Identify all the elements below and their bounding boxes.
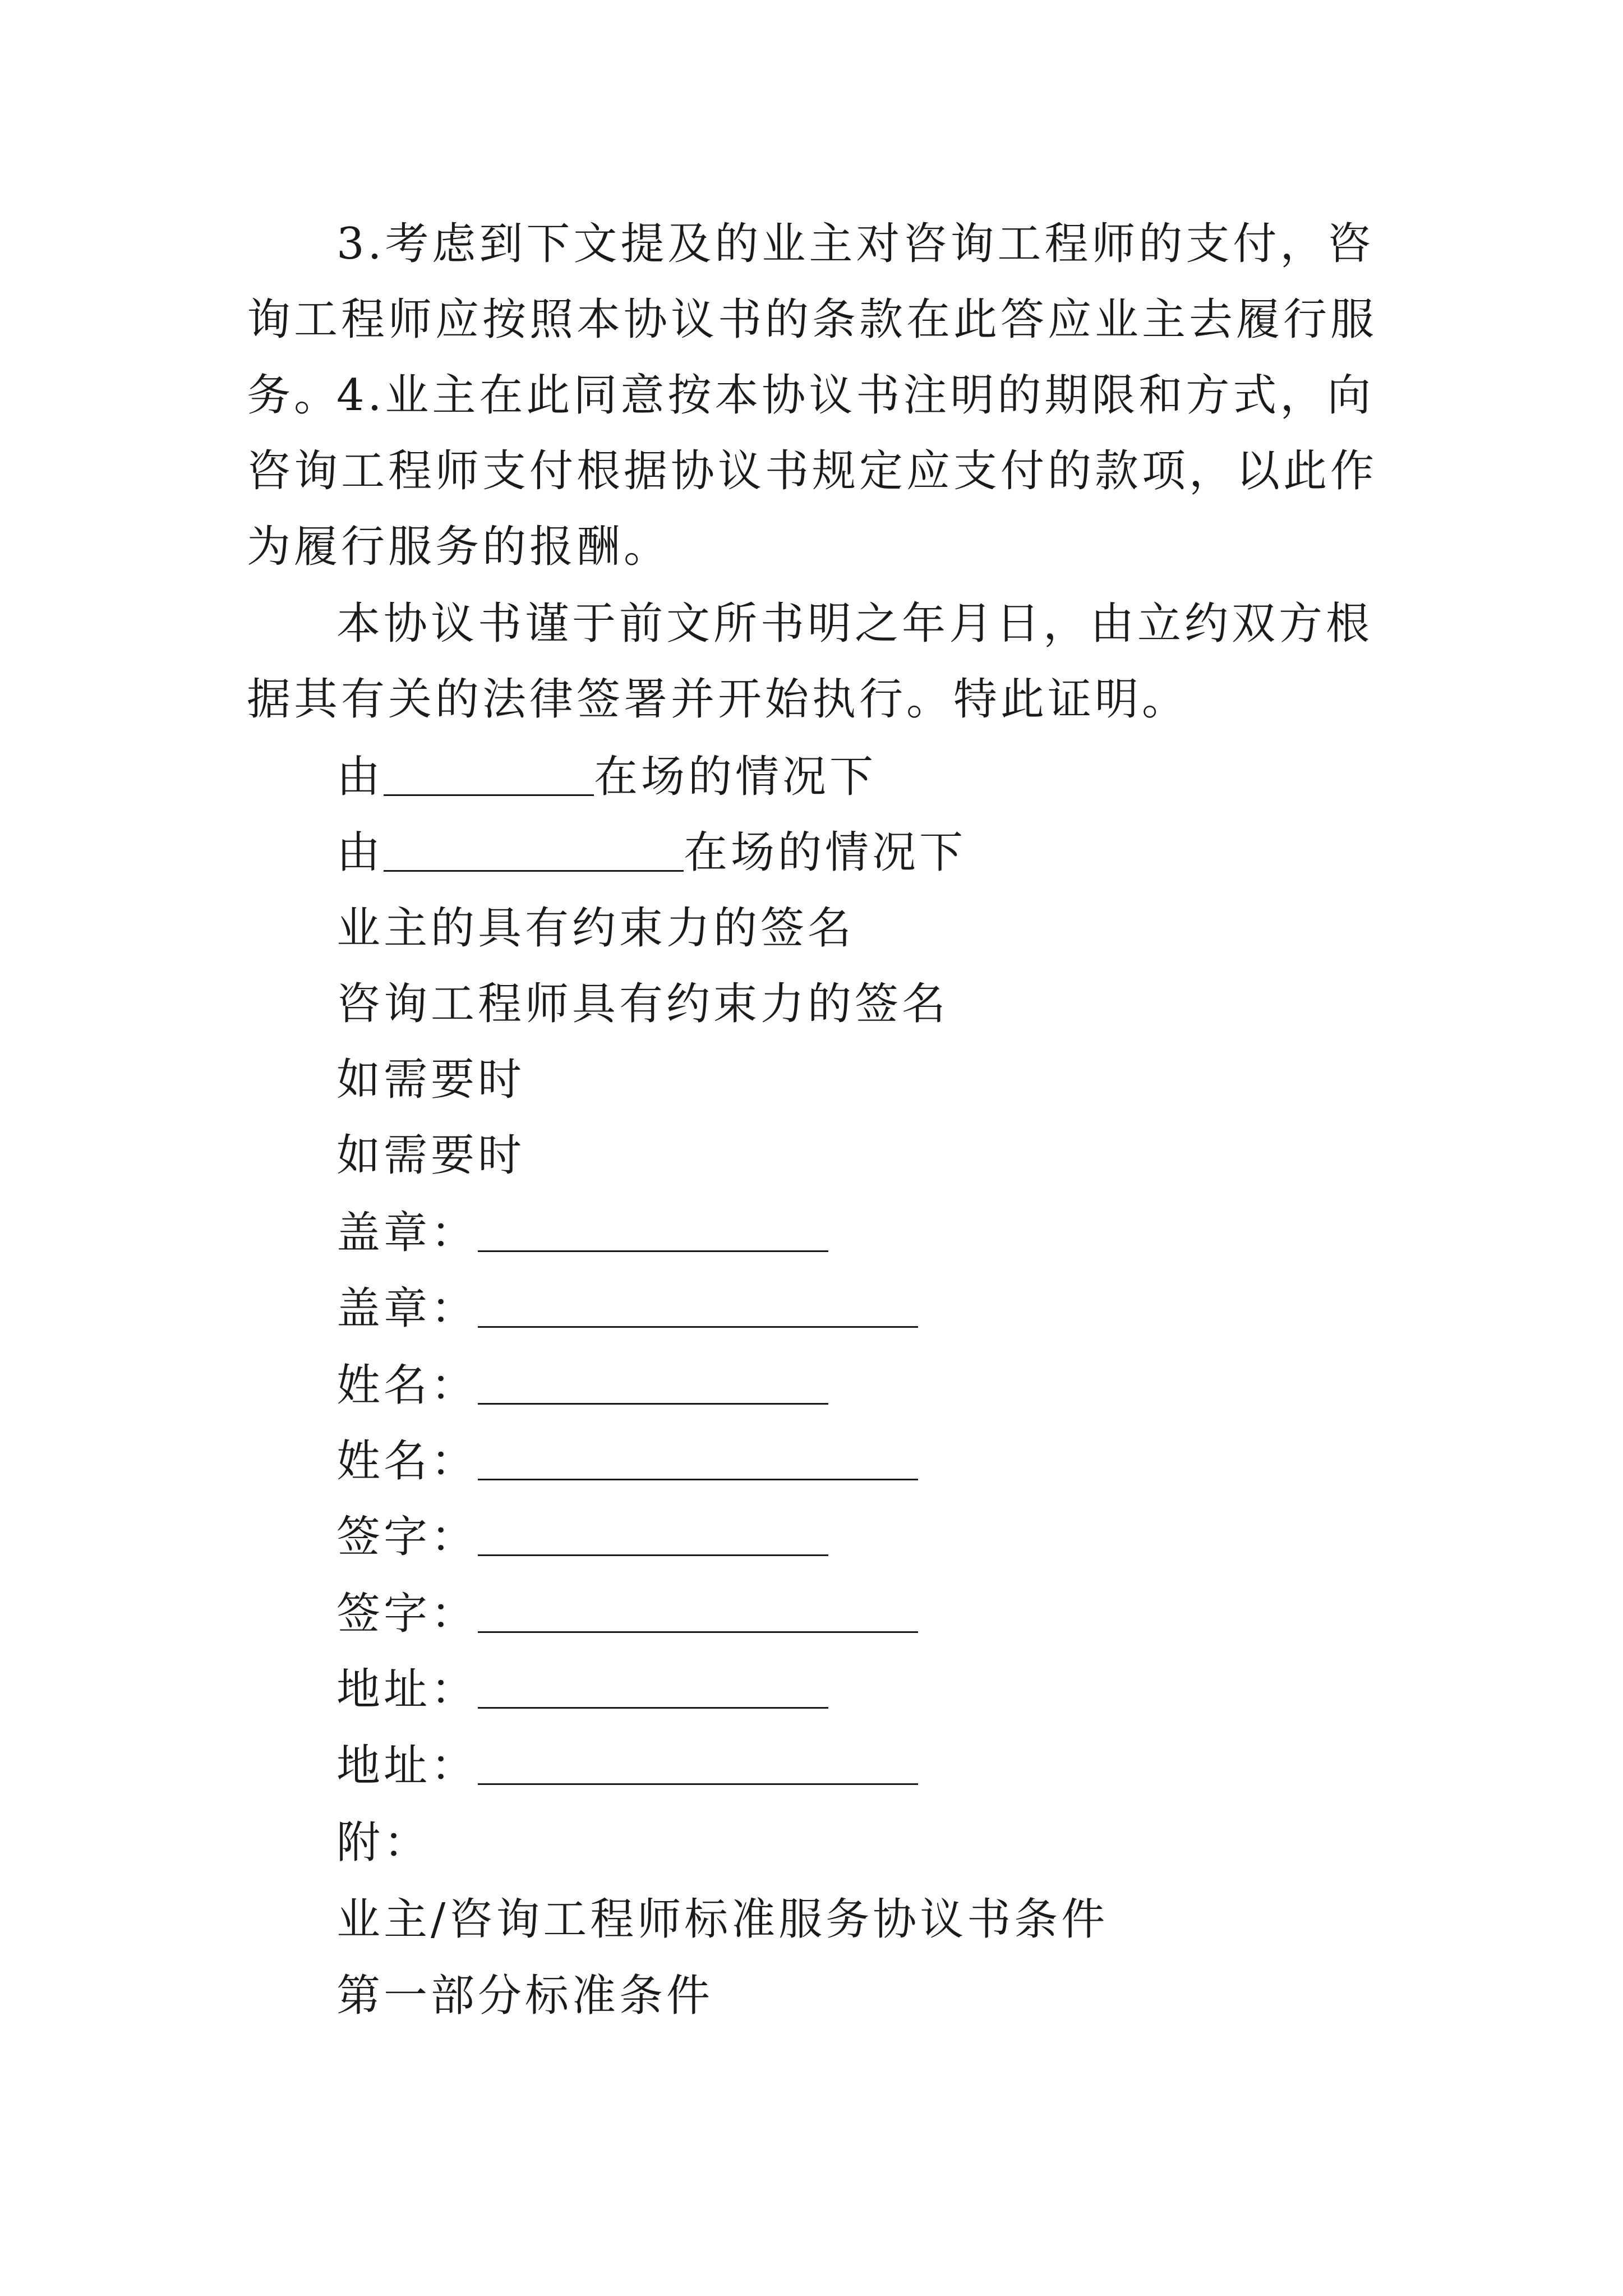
address-line-2 xyxy=(336,1738,918,1794)
seal-blank-1 xyxy=(478,1211,828,1252)
address-label: 地址： xyxy=(336,1664,478,1715)
name-line-1 xyxy=(336,1358,828,1414)
name-blank-2 xyxy=(478,1439,918,1480)
address-blank-2 xyxy=(478,1744,918,1785)
seal-line-2 xyxy=(336,1281,918,1337)
seal-line-1 xyxy=(336,1205,828,1261)
paragraph-execution: 本协议书谨于前文所书明之年月日，由立约双方根据其有关的法律签署并开始执行。特此证明。 xyxy=(247,599,1373,725)
witness-line-2 xyxy=(336,825,966,881)
name-blank-1 xyxy=(478,1364,828,1405)
seal-blank-2 xyxy=(478,1287,918,1328)
witness-blank-2 xyxy=(384,831,684,872)
witness-prefix: 由 xyxy=(336,752,384,802)
sign-label: 签字： xyxy=(336,1589,478,1639)
witness-suffix: 在场的情况下 xyxy=(594,752,877,802)
address-blank-1 xyxy=(478,1668,828,1709)
name-label: 姓名： xyxy=(336,1360,478,1411)
sign-line-1 xyxy=(336,1509,828,1565)
if-needed-1: 如需要时 xyxy=(336,1055,525,1105)
witness-suffix: 在场的情况下 xyxy=(684,827,967,878)
paragraph-clause-4: 4.业主在此同意按本协议书注明的期限和方式，向咨询工程师支付根据协议书规定应支付的款项，以此作为履行服务的报酬。 xyxy=(247,370,1378,572)
appendix-part-heading: 第一部分标准条件 xyxy=(336,1971,714,2021)
seal-label: 盖章： xyxy=(336,1283,478,1334)
appendix-title: 业主/咨询工程师标准服务协议书条件 xyxy=(336,1894,1109,1945)
paragraph-clause-3: 3.考虑到下文提及的业主对咨询工程师的支付，咨询工程师应按照本协议书的条款在此答应业主去履行服务。 xyxy=(247,219,1378,421)
address-line-1 xyxy=(336,1662,828,1718)
witness-line-1 xyxy=(336,749,877,805)
sign-label: 签字： xyxy=(336,1512,478,1562)
appendix-label: 附： xyxy=(336,1818,431,1868)
seal-label: 盖章： xyxy=(336,1208,478,1258)
sign-blank-2 xyxy=(478,1592,918,1633)
witness-prefix: 由 xyxy=(336,827,384,878)
name-line-2 xyxy=(336,1433,918,1489)
engineer-signature-label: 咨询工程师具有约束力的签名 xyxy=(336,979,949,1029)
witness-blank-1 xyxy=(384,755,594,796)
address-label: 地址： xyxy=(336,1741,478,1791)
name-label: 姓名： xyxy=(336,1436,478,1487)
if-needed-2: 如需要时 xyxy=(336,1130,525,1181)
owner-signature-label: 业主的具有约束力的签名 xyxy=(336,903,855,954)
sign-blank-1 xyxy=(478,1515,828,1556)
sign-line-2 xyxy=(336,1586,918,1642)
